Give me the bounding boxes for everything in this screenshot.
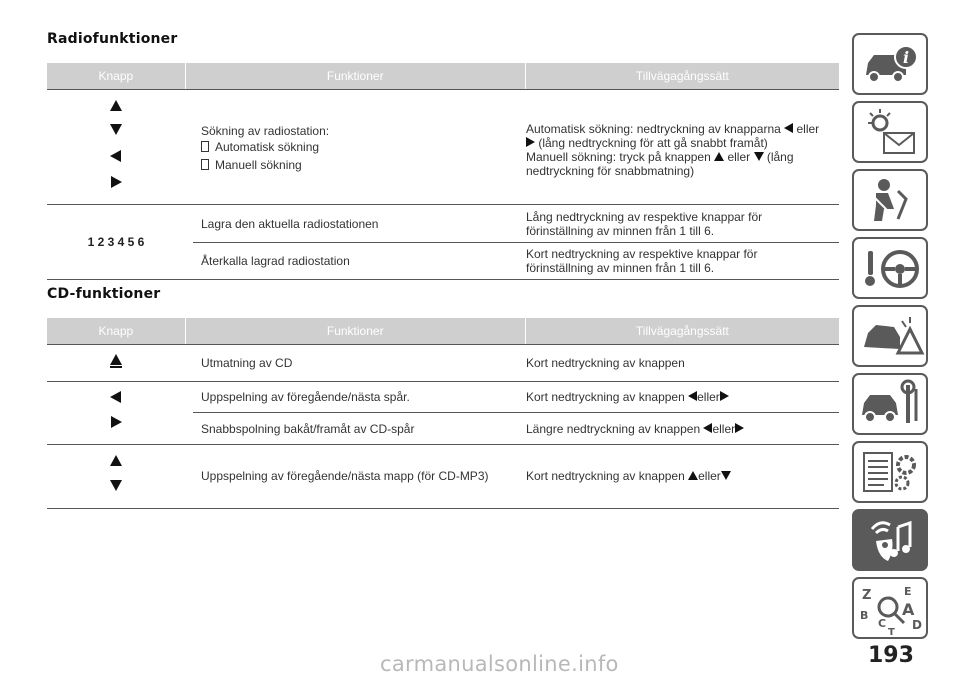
left-arrow-icon	[110, 391, 121, 406]
down-arrow-icon	[754, 152, 764, 161]
right-arrow-icon	[720, 391, 729, 401]
track-function: Uppspelning av föregående/nästa spår.	[201, 390, 410, 404]
recall-station-function: Återkalla lagrad radiostation	[201, 254, 350, 268]
track-method: Kort nedtryckning av knappen eller	[526, 390, 729, 404]
search-method: Automatisk sökning: nedtryckning av knapparna eller (lång nedtryckning för att gå snabbt framåt) Manuell sökning: tryck på knappen eller (lång nedtryckning för snabbmatning)	[526, 122, 820, 178]
cd-section-title: CD-funktioner	[47, 286, 161, 302]
left-arrow-icon	[688, 391, 697, 401]
checkbox-icon	[201, 159, 209, 170]
cd-row-folder	[47, 445, 839, 509]
search-function-title: Sökning av radiostation:	[201, 124, 330, 138]
up-arrow-icon	[110, 455, 122, 469]
cd-row-eject	[47, 345, 839, 382]
right-arrow-icon	[526, 137, 535, 147]
index-letter-z: Z	[862, 588, 872, 603]
eject-icon	[110, 354, 122, 368]
maintenance-icon[interactable]	[852, 373, 928, 435]
recall-station-method: Kort nedtryckning av respektive knappar för förinställning av minnen från 1 till 6.	[526, 247, 758, 275]
index-letter-c: C	[878, 617, 887, 630]
up-arrow-icon	[688, 471, 698, 480]
right-arrow-icon	[111, 416, 122, 431]
radio-table	[47, 63, 839, 280]
steering-wheel-icon[interactable]	[852, 237, 928, 299]
left-arrow-icon	[110, 150, 121, 165]
folder-method: Kort nedtryckning av knappen eller	[526, 469, 731, 483]
right-arrow-icon	[735, 423, 744, 433]
cd-table-header	[47, 318, 839, 345]
index-letter-t: T	[888, 627, 895, 637]
header-funktioner: Funktioner	[326, 324, 384, 338]
right-arrow-icon	[111, 176, 122, 191]
preset-keys: 1 2 3 4 5 6	[87, 235, 145, 249]
header-knapp: Knapp	[98, 324, 134, 338]
store-station-function: Lagra den aktuella radiostationen	[201, 217, 379, 231]
left-arrow-icon	[784, 123, 793, 133]
radio-table-header	[47, 63, 839, 90]
page-number: 193	[868, 643, 914, 668]
header-knapp: Knapp	[98, 69, 134, 83]
index-letter-b: B	[860, 609, 869, 622]
store-station-method: Lång nedtryckning av respektive knappar för förinställning av minnen från 1 till 6.	[526, 210, 763, 238]
specifications-icon[interactable]	[852, 441, 928, 503]
index-letter-a: A	[902, 600, 915, 619]
car-info-icon[interactable]	[852, 33, 928, 95]
cd-row-track	[47, 382, 839, 445]
header-tillvagagangssatt: Tillvägagångssätt	[635, 69, 729, 83]
svg-text:i: i	[903, 48, 910, 67]
down-arrow-icon	[110, 124, 122, 138]
up-arrow-icon	[714, 152, 724, 161]
down-arrow-icon	[110, 480, 122, 494]
multimedia-icon[interactable]	[852, 509, 928, 571]
header-funktioner: Funktioner	[326, 69, 384, 83]
search-function	[201, 124, 329, 172]
fast-forward-function: Snabbspolning bakåt/framåt av CD-spår	[201, 422, 415, 436]
search-option-manual: Manuell sökning	[201, 158, 329, 172]
checkbox-icon	[201, 141, 209, 152]
fast-forward-method: Längre nedtryckning av knappen eller	[526, 422, 744, 436]
emergency-icon[interactable]	[852, 305, 928, 367]
down-arrow-icon	[721, 471, 731, 480]
radio-row-presets	[47, 205, 839, 280]
eject-method: Kort nedtryckning av knappen	[526, 356, 685, 370]
search-option-auto: Automatisk sökning	[201, 140, 329, 154]
watermark: carmanualsonline.info	[380, 652, 619, 676]
up-arrow-icon	[110, 100, 122, 114]
header-tillvagagangssatt: Tillvägagångssätt	[635, 324, 729, 338]
eject-function: Utmatning av CD	[201, 356, 293, 370]
cd-table	[47, 318, 839, 509]
index-letter-e: E	[904, 585, 912, 598]
folder-function: Uppspelning av föregående/nästa mapp (för CD-MP3)	[201, 469, 489, 483]
radio-section-title: Radiofunktioner	[47, 31, 178, 47]
radio-row-search	[47, 90, 839, 205]
warning-lights-icon[interactable]	[852, 101, 928, 163]
index-letter-d: D	[912, 618, 922, 632]
index-icon[interactable]	[852, 577, 928, 639]
safety-icon[interactable]	[852, 169, 928, 231]
